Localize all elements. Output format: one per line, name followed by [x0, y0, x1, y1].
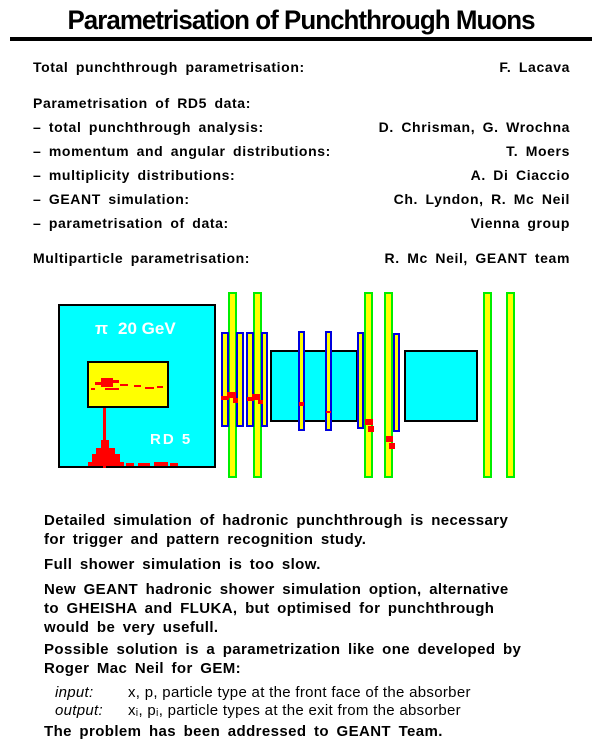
shower-profile-base — [170, 463, 178, 466]
hit-marker — [365, 419, 373, 425]
note-line: The problem has been addressed to GEANT Team. — [44, 723, 443, 740]
track-mark — [145, 387, 154, 389]
credit-name: F. Lacava — [499, 59, 570, 75]
muon-plane — [483, 292, 492, 478]
muon-chamber — [393, 333, 400, 432]
credit-name: Ch. Lyndon, R. Mc Neil — [393, 191, 570, 207]
muon-plane — [364, 292, 373, 478]
shower-profile-base — [88, 462, 124, 466]
io-input-label: input: — [55, 684, 94, 701]
shower-profile-base — [154, 462, 168, 466]
hit-marker — [299, 402, 304, 406]
tracking-chamber — [325, 331, 332, 431]
credit-label: Multiparticle parametrisation: — [33, 250, 251, 266]
muon-chamber — [246, 332, 254, 427]
muon-plane — [384, 292, 393, 478]
credit-label: – GEANT simulation: — [33, 191, 190, 207]
shower-profile-base — [138, 463, 150, 466]
absorber-block-middle — [270, 350, 358, 422]
credit-label: Parametrisation of RD5 data: — [33, 95, 251, 111]
credit-name: D. Chrisman, G. Wrochna — [378, 119, 570, 135]
hit-marker — [258, 400, 263, 404]
beam-label — [95, 319, 176, 339]
track-mark — [157, 386, 163, 388]
absorber-block-right — [404, 350, 478, 422]
io-output-text: xᵢ, pᵢ, particle types at the exit from the absorber — [128, 702, 461, 719]
track-mark — [134, 385, 141, 387]
tracking-chamber — [298, 331, 305, 431]
rd5-event-display-panel — [58, 304, 216, 468]
credit-name: Vienna group — [470, 215, 570, 231]
track-mark — [111, 380, 119, 383]
credit-name: T. Moers — [506, 143, 570, 159]
muon-chamber — [236, 332, 244, 427]
shower-profile-base — [126, 463, 134, 466]
note-line: Possible solution is a parametrization like one developed by — [44, 641, 522, 658]
hit-marker — [386, 436, 393, 442]
note-line: Roger Mac Neil for GEM: — [44, 660, 242, 677]
note-line: would be very usefull. — [44, 619, 219, 636]
hit-marker — [326, 411, 331, 413]
credit-label: Total punchthrough parametrisation: — [33, 59, 305, 75]
detector-label: RD 5 — [150, 431, 193, 448]
note-line: New GEANT hadronic shower simulation option, alternative — [44, 581, 509, 598]
pi-symbol: π — [95, 319, 109, 338]
beam-energy: 20 GeV — [118, 319, 176, 338]
credit-name: R. Mc Neil, GEANT team — [384, 250, 570, 266]
muon-chamber — [221, 332, 229, 427]
track-mark — [105, 388, 119, 390]
note-line: Detailed simulation of hadronic punchthrough is necessary — [44, 512, 509, 529]
track-mark — [120, 384, 128, 386]
credit-label: – momentum and angular distributions: — [33, 143, 331, 159]
page-title: Parametrisation of Punchthrough Muons — [67, 5, 535, 35]
hit-marker — [368, 426, 374, 432]
credit-label: – parametrisation of data: — [33, 215, 229, 231]
note-line: Full shower simulation is too slow. — [44, 556, 321, 573]
io-input-text: x, p, particle type at the front face of the absorber — [128, 684, 471, 701]
credit-name: A. Di Ciaccio — [470, 167, 570, 183]
track-mark — [91, 388, 95, 390]
credit-label: – multiplicity distributions: — [33, 167, 236, 183]
note-line: to GHEISHA and FLUKA, but optimised for punchthrough — [44, 600, 495, 617]
credit-label: – total punchthrough analysis: — [33, 119, 264, 135]
track-display-box — [87, 361, 169, 408]
hit-marker — [233, 398, 238, 403]
note-line: for trigger and pattern recognition study. — [44, 531, 367, 548]
muon-plane — [506, 292, 515, 478]
muon-chamber — [357, 332, 364, 429]
hit-marker — [389, 443, 395, 449]
io-output-label: output: — [55, 702, 103, 719]
muon-chamber — [261, 332, 268, 427]
